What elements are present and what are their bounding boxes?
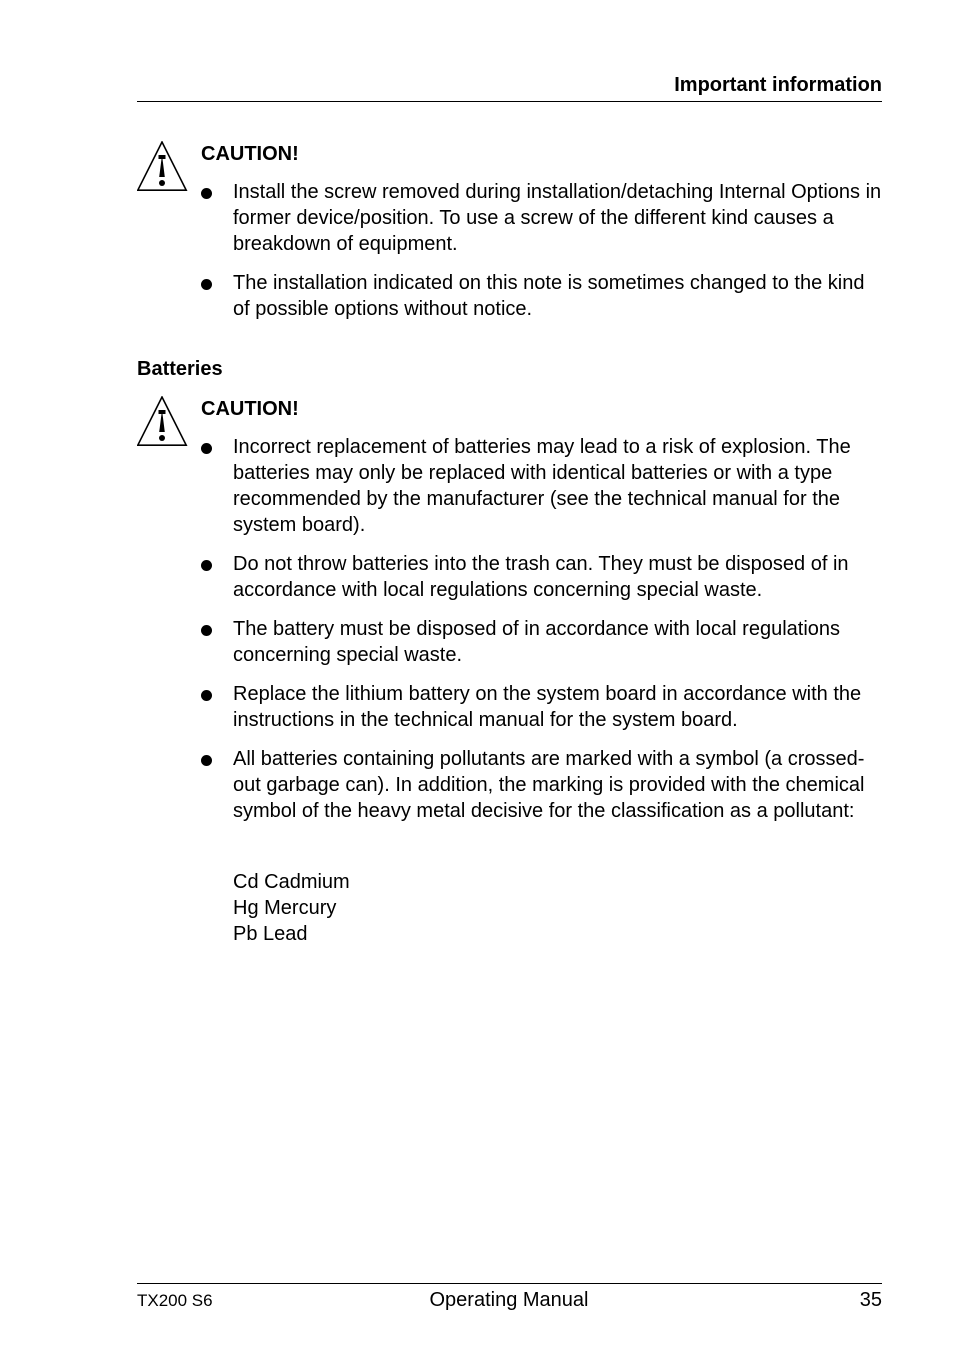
- footer-page-number: 35: [859, 1289, 882, 1311]
- caution-bullet-list: [201, 434, 882, 837]
- list-item-text: The installation indicated on this note is sometimes changed to the kind of possible options without notice.: [233, 272, 865, 320]
- footer-manual-title: Operating Manual: [429, 1289, 589, 1311]
- caution-bullet-list: [201, 179, 882, 335]
- list-item: [201, 270, 882, 322]
- bullet-dot-icon: [201, 188, 212, 199]
- list-item-text: Incorrect replacement of batteries may lead to a risk of explosion. The batteries may only be replaced with identical batteries or with a type recommended by the manufacturer (see the technical manual for the system board).: [233, 436, 851, 536]
- list-item-text: Install the screw removed during installation/detaching Internal Options in former device/position. To use a screw of the different kind causes a breakdown of equipment.: [233, 181, 882, 255]
- element-symbol-mercury: Hg Mercury: [233, 897, 337, 919]
- bullet-dot-icon: [201, 443, 212, 454]
- list-item: [201, 616, 882, 668]
- bullet-dot-icon: [201, 279, 212, 290]
- list-item: [201, 179, 882, 257]
- list-item: [201, 551, 882, 603]
- bullet-dot-icon: [201, 690, 212, 701]
- warning-triangle-icon: [137, 141, 191, 191]
- bullet-dot-icon: [201, 625, 212, 636]
- list-item: [201, 681, 882, 733]
- list-item-text: The battery must be disposed of in accordance with local regulations concerning special waste.: [233, 618, 841, 666]
- footer-rule: [137, 1283, 882, 1284]
- list-item: [201, 746, 882, 824]
- section-heading-batteries: Batteries: [137, 358, 223, 380]
- element-symbol-list: [201, 869, 350, 947]
- bullet-dot-icon: [201, 755, 212, 766]
- header-rule: [137, 101, 882, 102]
- element-symbol-lead: Pb Lead: [233, 923, 308, 945]
- caution-heading: CAUTION!: [201, 398, 299, 420]
- element-symbol-cadmium: Cd Cadmium: [233, 871, 350, 893]
- page-header-title: Important information: [674, 74, 882, 96]
- warning-triangle-icon: [137, 396, 191, 446]
- list-item-text: Do not throw batteries into the trash can. They must be disposed of in accordance with local regulations concerning special waste.: [233, 553, 849, 601]
- list-item-text: Replace the lithium battery on the system board in accordance with the instructions in the technical manual for the system board.: [233, 683, 862, 731]
- list-item-text: All batteries containing pollutants are marked with a symbol (a crossed-out garbage can). In addition, the marking is provided with the chemical symbol of the heavy metal decisive for the classification as a pollutant:: [233, 748, 865, 822]
- list-item: [201, 434, 882, 538]
- caution-heading: CAUTION!: [201, 143, 299, 165]
- footer-model: TX200 S6: [137, 1291, 213, 1310]
- bullet-dot-icon: [201, 560, 212, 571]
